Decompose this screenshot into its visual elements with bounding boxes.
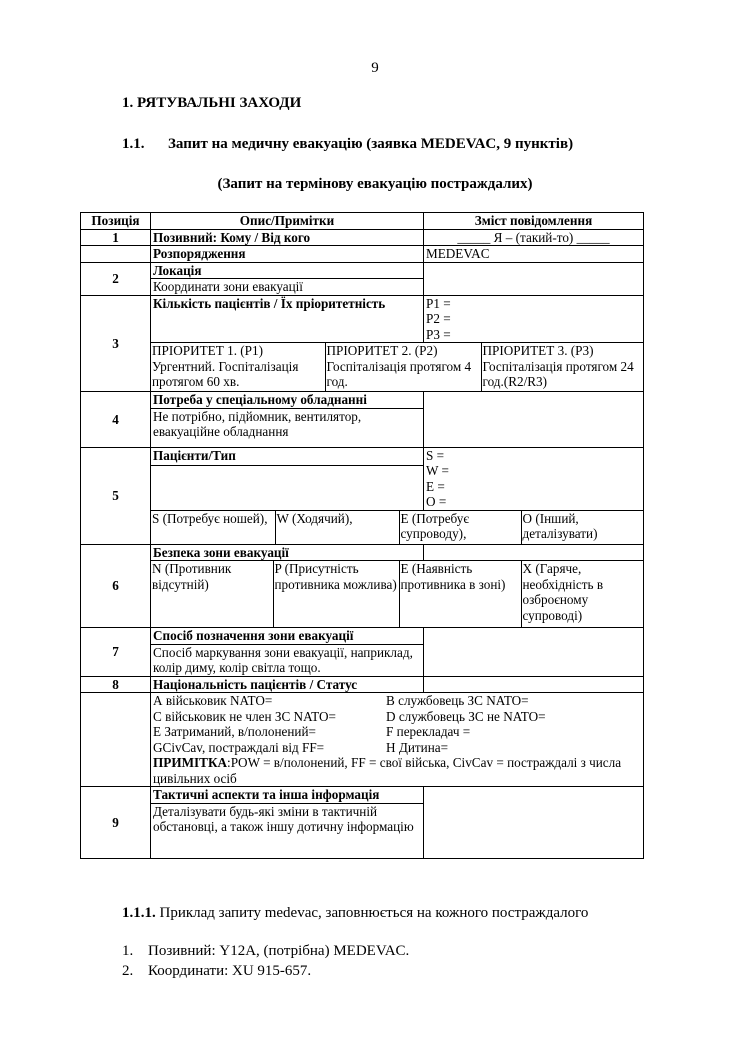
row-position: 1 (81, 229, 151, 246)
e-field: E = (426, 478, 445, 494)
nationality-note (153, 755, 641, 786)
page-number: 9 (371, 60, 379, 76)
tactical-title: Тактичні аспекти та інша інформація (151, 787, 424, 804)
nationality-codes (151, 693, 644, 787)
p1-field: P1 = (426, 295, 451, 311)
p3-field: P3 = (426, 326, 451, 342)
type-w: W (Ходячий), (275, 511, 399, 544)
row-position: 3 (81, 295, 151, 392)
row-position-empty (81, 693, 151, 787)
table-row (81, 676, 644, 693)
marking-content (424, 628, 644, 677)
security-x: X (Гаряче, необхідність в озброєному супроводі) (521, 561, 644, 627)
header-content: Зміст повідомлення (424, 213, 644, 230)
code-a: А військовик NATO= (153, 693, 273, 708)
code-c: С військовик не член ЗС NATO= (153, 708, 336, 724)
callsign-content: _____ Я – (такий-то) _____ (424, 229, 644, 246)
type-o: O (Інший, деталізувати) (521, 511, 644, 544)
patient-type-content (424, 447, 644, 510)
table-row (81, 343, 644, 392)
p2-field: P2 = (426, 311, 451, 326)
priority-definitions (151, 343, 644, 392)
table-row (81, 693, 644, 787)
row-position: 8 (81, 676, 151, 693)
type-s: S (Потребує ношей), (152, 510, 268, 526)
heading-text: Запит на медичну евакуацію (заявка MEDEVAC, 9 пунктів) (168, 136, 574, 152)
table-row (81, 246, 644, 263)
o-field: O = (426, 494, 447, 509)
patients-count-title: Кількість пацієнтів / Їх пріоритетність (151, 295, 424, 343)
medevac-form-table (80, 212, 644, 859)
zone-security-title: Безпека зони евакуації (151, 544, 424, 561)
order-label: Розпорядження (151, 246, 424, 263)
priority-1: ПРІОРИТЕТ 1. (P1) Ургентний. Госпіталізація протягом 60 хв. (152, 343, 299, 389)
row-position-empty (81, 246, 151, 263)
list-item (122, 943, 409, 960)
section-text: Приклад запиту medevac, заповнюється на кожного постраждалого (155, 905, 589, 921)
security-p: P (Присутність противника можлива) (273, 561, 399, 627)
security-n: N (Противник відсутній) (152, 561, 232, 592)
callsign-label: Позивний: Кому / Від кого (151, 229, 424, 246)
heading-urgent-evacuation: (Запит на термінову евакуацію постраждалих) (217, 176, 533, 192)
table-row (81, 262, 644, 279)
section-example-heading (122, 905, 588, 922)
s-field: S = (426, 447, 445, 463)
row-position: 5 (81, 447, 151, 544)
header-position: Позиція (81, 213, 151, 230)
table-row (81, 447, 644, 465)
note-text: :POW = в/полонений, FF = свої війська, CivCav = постраждалі з числа цивільних осіб (153, 755, 622, 786)
list-item (122, 963, 311, 980)
type-e: E (Потребує супроводу), (399, 511, 521, 544)
priority-2: ПРІОРИТЕТ 2. (P2) Госпіталізація протягом 4 год. (325, 343, 481, 391)
code-g: GCivCav, постраждалі від FF= (153, 739, 325, 755)
equipment-title: Потреба у спеціальному обладнанні (151, 392, 424, 409)
note-label: ПРИМІТКА (153, 755, 228, 770)
row-position: 2 (81, 262, 151, 295)
priority-3: ПРІОРИТЕТ 3. (P3) Госпіталізація протягом 24 год.(R2/R3) (481, 343, 644, 391)
table-row (81, 561, 644, 628)
list-item-text: Позивний: Y12A, (потрібна) MEDEVAC. (148, 943, 410, 959)
patient-type-definitions (151, 510, 644, 544)
code-e: Е Затриманий, в/полонений= (153, 724, 316, 739)
equipment-content (424, 392, 644, 448)
table-row (81, 628, 644, 645)
table-header-row (81, 213, 644, 230)
heading-medevac-request (122, 136, 573, 153)
list-item-number: 1. (122, 943, 134, 959)
nationality-content (424, 676, 644, 693)
zone-security-content (424, 544, 644, 561)
location-description: Координати зони евакуації (151, 279, 424, 296)
row-position: 6 (81, 544, 151, 628)
row-position: 4 (81, 392, 151, 448)
zone-security-options (151, 561, 644, 628)
heading-number: 1.1. (122, 136, 145, 152)
marking-description: Спосіб маркування зони евакуації, наприклад, колір диму, колір світла тощо. (151, 644, 424, 676)
patient-type-blank (151, 465, 424, 510)
table-row (81, 787, 644, 804)
code-b: В службовець ЗС NATO= (386, 693, 529, 708)
table-row (81, 229, 644, 246)
table-row (81, 392, 644, 409)
list-item-number: 2. (122, 963, 134, 979)
equipment-description: Не потрібно, підйомник, вентилятор, евакуаційне обладнання (151, 408, 424, 447)
tactical-description: Деталізувати будь-які зміни в тактичній обстановці, а також іншу дотичну інформацію (151, 803, 424, 858)
row-position: 7 (81, 628, 151, 677)
table-row (81, 295, 644, 343)
patient-type-title: Пацієнти/Тип (151, 447, 424, 465)
nationality-title: Національність пацієнтів / Статус (151, 676, 424, 693)
tactical-content (424, 787, 644, 859)
code-f: F перекладач = (386, 724, 471, 739)
code-h: H Дитина= (386, 739, 449, 755)
heading-rescue-measures: 1. РЯТУВАЛЬНІ ЗАХОДИ (122, 95, 302, 111)
w-field: W = (426, 463, 449, 478)
code-d: D службовець ЗС не NATO= (386, 708, 546, 724)
security-e: E (Наявність противника в зоні) (399, 561, 521, 627)
table-row (81, 510, 644, 544)
location-title: Локація (151, 262, 424, 279)
header-description: Опис/Примітки (151, 213, 424, 230)
list-item-text: Координати: XU 915-657. (148, 963, 312, 979)
marking-title: Спосіб позначення зони евакуації (151, 628, 424, 645)
patients-count-content (424, 295, 644, 343)
section-number: 1.1.1. (122, 905, 156, 921)
order-content: MEDEVAC (424, 246, 644, 263)
location-content (424, 262, 644, 295)
row-position: 9 (81, 787, 151, 859)
table-row (81, 544, 644, 561)
